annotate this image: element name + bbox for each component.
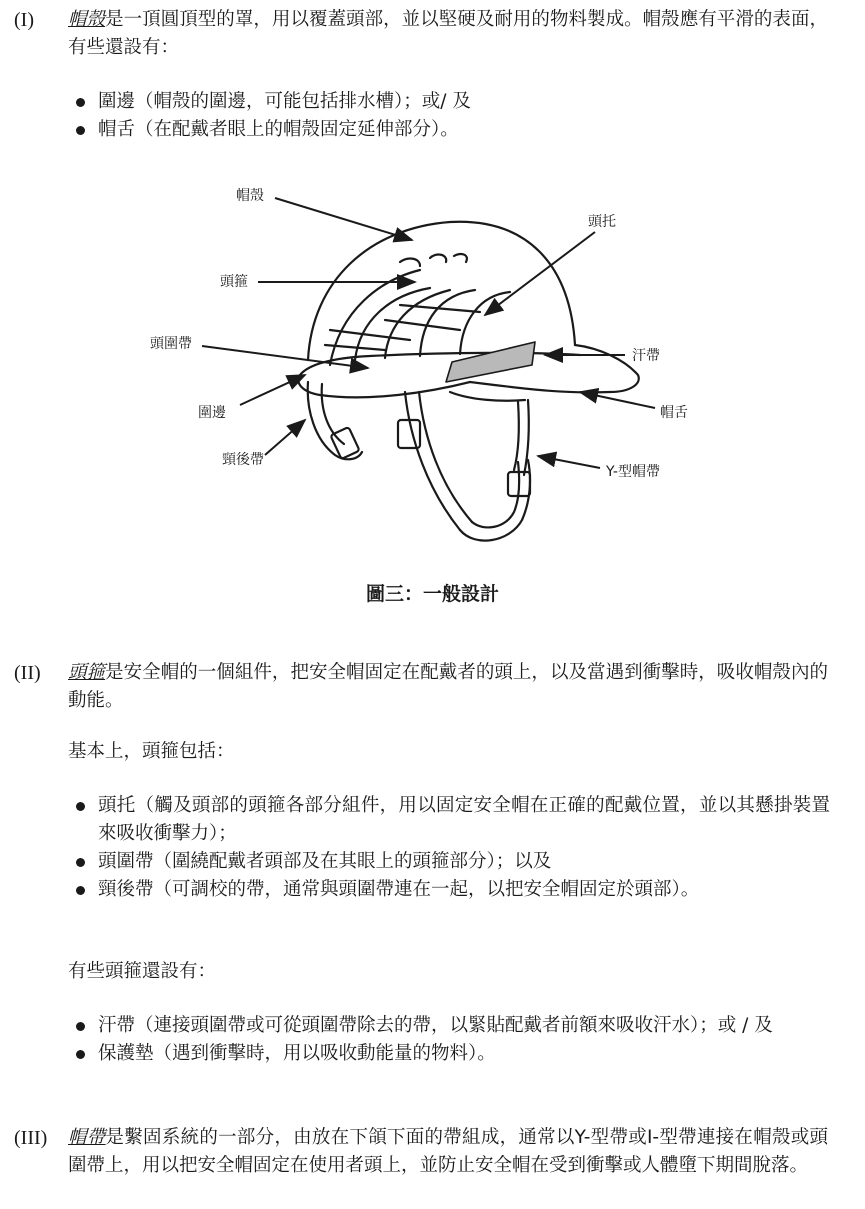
section-number: (I): [14, 9, 34, 31]
paragraph-text: 是繫固系統的一部分，由放在下頜下面的帶組成，通常以Y-型帶或I-型帶連接在帽殼或頭圍帶上，用以把安全帽固定在使用者頭上，並防止安全帽在受到衝擊或人體墮下期間脫落。: [68, 1127, 828, 1176]
list-item: 圍邊（帽殼的圍邊，可能包括排水槽）；或/ 及: [72, 88, 830, 116]
list-item: 汗帶（連接頭圍帶或可從頭圍帶除去的帶，以緊貼配戴者前額來吸收汗水）；或 / 及: [72, 1012, 830, 1040]
section-paragraph: [68, 1124, 828, 1180]
label-y-strap: Y-型帽帶: [606, 464, 660, 480]
label-headband: 頭圍帶: [150, 336, 192, 352]
section-number: (III): [14, 1127, 48, 1149]
list-item: 保護墊（遇到衝擊時，用以吸收動能量的物料）。: [72, 1040, 830, 1068]
paragraph-text: 是安全帽的一個組件，把安全帽固定在配戴者的頭上，以及當遇到衝擊時，吸收帽殼內的動能。: [68, 662, 828, 711]
section-paragraph: [68, 6, 828, 62]
helmet-drawing: [298, 222, 638, 541]
list-item: 頭圍帶（圍繞配戴者頭部及在其眼上的頭箍部分）；以及: [72, 848, 830, 876]
list-item: 頸後帶（可調校的帶，通常與頭圍帶連在一起，以把安全帽固定於頭部）。: [72, 876, 830, 904]
defined-term: 帽殼: [68, 9, 106, 30]
defined-term: 頭箍: [68, 662, 106, 683]
label-cradle: 頭托: [588, 214, 616, 230]
bullet-list: [72, 1012, 830, 1068]
label-rim: 圍邊: [198, 405, 226, 421]
section-paragraph: [68, 659, 828, 715]
paragraph-text: 是一頂圓頂型的罩，用以覆蓋頭部，並以堅硬及耐用的物料製成。帽殼應有平滑的表面，有些還設有：: [68, 9, 828, 58]
list-item: 頭托（觸及頭部的頭箍各部分組件，用以固定安全帽在正確的配戴位置，並以其懸掛裝置來吸收衝擊力）；: [72, 792, 830, 848]
intro-text: 基本上，頭箍包括：: [68, 741, 235, 762]
label-harness: 頭箍: [220, 274, 248, 290]
bullet-list: [72, 792, 830, 904]
section-number: (II): [14, 662, 41, 684]
bullet-list: [72, 88, 830, 144]
label-sweatband: 汗帶: [632, 348, 660, 364]
callout-arrows: [202, 198, 655, 468]
intro-text: 有些頭箍還設有：: [68, 961, 217, 982]
label-shell: 帽殼: [236, 188, 264, 204]
list-item: 帽舌（在配戴者眼上的帽殼固定延伸部分）。: [72, 116, 830, 144]
figure-caption: 圖三：一般設計: [365, 583, 499, 605]
defined-term: 帽帶: [68, 1127, 106, 1148]
helmet-diagram: [130, 170, 730, 570]
label-nape-strap: 頸後帶: [222, 452, 264, 468]
label-peak: 帽舌: [660, 405, 688, 421]
